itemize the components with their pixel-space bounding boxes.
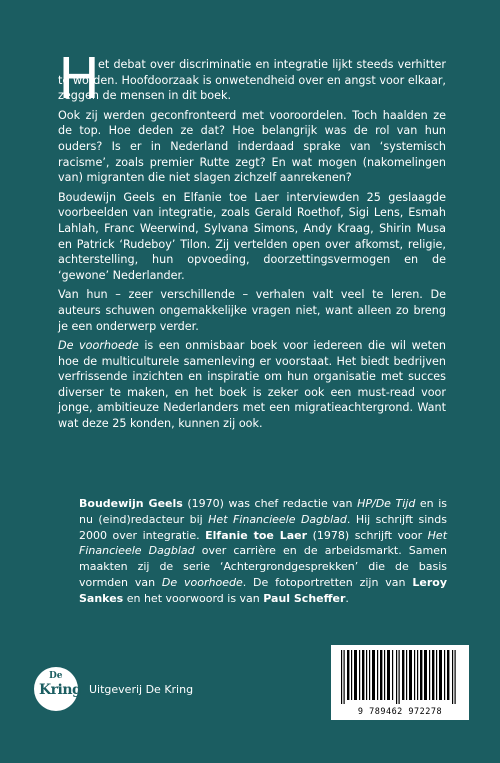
publisher-logo	[34, 667, 82, 711]
photographer-name: Leroy Sankes	[79, 575, 447, 605]
logo-text-main: Kring	[39, 682, 82, 698]
blurb-paragraph-2: Ook zij werden geconfronteerd met vooroordelen. Toch haalden ze de top. Hoe deden ze dat? Hoe belangrijk was de rol van hun ouders? Is er in Nederland inderdaad sprake van ‘systemisch racisme’, zoals premier Rutte zegt? En wat mogen (nakomelingen van) migranten die niet slagen zichzelf aanrekenen?	[58, 108, 446, 185]
drop-cap: H	[58, 47, 101, 112]
author-bio	[79, 496, 447, 607]
bio-text: . Hij schrijft sinds 2000 over integratie.	[79, 512, 447, 542]
blurb	[58, 47, 446, 432]
publication-name: Het Financieele Dagblad	[208, 512, 347, 526]
bio-text: en is nu (eind)redacteur bij	[79, 497, 447, 526]
bio-text: .	[345, 591, 349, 605]
bio-text: (1970) was chef redactie van	[182, 497, 358, 510]
author-name-1: Boudewijn Geels	[79, 497, 183, 510]
publication-name: HP/De Tijd	[357, 497, 416, 510]
isbn-barcode	[331, 645, 469, 720]
book-title: De voorhoede	[161, 575, 243, 589]
bio-text: over carrière en de arbeidsmarkt. Samen maakten zij de serie ‘Achtergrondgesprekken’ die de basis vormden van	[79, 544, 447, 589]
blurb-paragraph-5-text: is een onmisbaar boek voor iedereen die wil weten hoe de multiculturele samenleving er voorstaat. Het biedt bedrijven verfrissende inzichten en inspiratie om hun organisatie met succes diverser te maken, en het boek is zeker ook een must-read voor jonge, ambitieuze Nederlanders met een migratieachtergrond. Want wat deze 25 konden, kunnen zij ook.	[58, 339, 446, 431]
barcode-bars	[339, 650, 461, 704]
blurb-paragraph-5	[58, 338, 446, 432]
bio-text: (1978) schrijft voor	[307, 528, 428, 542]
logo-text-top: De	[49, 671, 63, 681]
blurb-paragraph-1: et debat over discriminatie en integratie lijkt steeds verhitter te worden. Hoofdoorzaak is onwetendheid over en angst voor elkaar, zeggen de mensen in dit boek.	[58, 58, 446, 103]
author-name-2: Elfanie toe Laer	[205, 528, 308, 542]
publisher-name: Uitgeverij De Kring	[89, 683, 194, 696]
book-title: De voorhoede	[58, 339, 139, 353]
publication-name: Het Financieele Dagblad	[79, 528, 448, 558]
blurb-paragraph-4: Van hun – zeer verschillende – verhalen valt veel te leren. De auteurs schuwen ongemakkelijke vragen niet, want alleen zo breng je een onderwerp verder.	[58, 288, 446, 333]
isbn-number: 9 789462 972278	[357, 707, 443, 717]
foreword-author-name: Paul Scheffer	[263, 591, 346, 605]
bio-text: en het voorwoord is van	[123, 591, 264, 605]
bio-text: . De fotoportretten zijn van	[242, 575, 413, 589]
blurb-paragraph-3: Boudewijn Geels en Elfanie toe Laer interviewden 25 geslaagde voorbeelden van integratie, zoals Gerald Roethof, Sigi Lens, Esmah Lahlah, Franc Weerwind, Sylvana Simons, Andy Kraag, Shirin Musa en Patrick ‘Rudeboy’ Tilon. Zij vertelden open over afkomst, religie, achterstelling, hun opvoeding, doorzettingsvermogen en de ‘gewone’ Nederlander.	[58, 190, 446, 282]
